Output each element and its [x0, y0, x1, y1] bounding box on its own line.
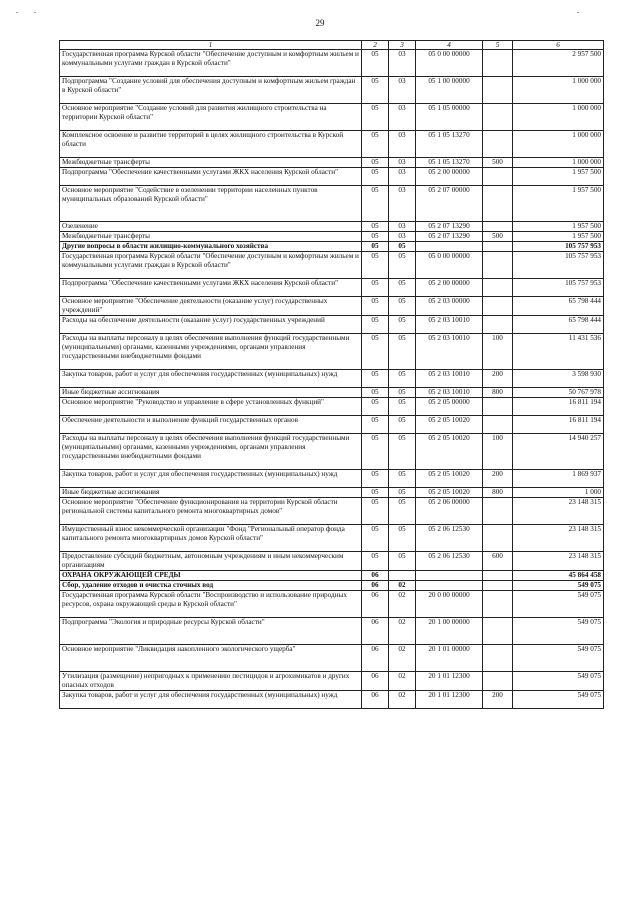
row-amount: 23 148 315 [513, 498, 604, 525]
row-expense-type [483, 398, 513, 416]
row-target-article: 05 2 07 00000 [416, 186, 483, 222]
table-row [60, 416, 604, 434]
row-subsection-code: 05 [389, 434, 416, 470]
row-amount: 50 767 978 [513, 388, 604, 398]
row-target-article: 20 1 00 00000 [416, 618, 483, 645]
row-section-code: 06 [362, 618, 389, 645]
row-target-article [416, 242, 483, 252]
row-name: Основное мероприятие "Ликвидация накопленного экологического ущерба" [60, 645, 362, 672]
row-subsection-code: 05 [389, 334, 416, 370]
table-row [60, 168, 604, 186]
row-expense-type [483, 252, 513, 279]
row-section-code: 05 [362, 252, 389, 279]
row-amount: 105 757 953 [513, 242, 604, 252]
row-expense-type [483, 50, 513, 77]
row-amount: 1 000 000 [513, 104, 604, 131]
row-expense-type [483, 498, 513, 525]
row-name: Основное мероприятие "Обеспечение функционирования на территории Курской области региональной системы капитального ремонта многоквартирных домов" [60, 498, 362, 525]
row-amount: 11 431 536 [513, 334, 604, 370]
row-amount: 1 000 000 [513, 77, 604, 104]
row-subsection-code: 02 [389, 672, 416, 691]
row-amount: 549 075 [513, 691, 604, 709]
row-subsection-code: 02 [389, 618, 416, 645]
row-target-article: 05 2 05 10020 [416, 470, 483, 488]
row-section-code: 06 [362, 645, 389, 672]
row-section-code: 05 [362, 168, 389, 186]
row-subsection-code: 05 [389, 416, 416, 434]
table-body [60, 50, 604, 709]
row-section-code: 05 [362, 131, 389, 158]
row-section-code: 06 [362, 691, 389, 709]
row-target-article: 20 1 01 12300 [416, 672, 483, 691]
row-name: Государственная программа Курской области "Воспроизводство и использование природных ресурсов, охрана окружающей среды в Курской области" [60, 591, 362, 618]
row-target-article: 05 2 00 00000 [416, 279, 483, 297]
row-subsection-code: 05 [389, 316, 416, 334]
row-amount: 549 075 [513, 581, 604, 591]
row-amount: 65 798 444 [513, 297, 604, 316]
table-row [60, 470, 604, 488]
row-target-article: 20 0 00 00000 [416, 591, 483, 618]
row-subsection-code: 03 [389, 77, 416, 104]
row-amount: 1 000 000 [513, 158, 604, 168]
column-header-target-article: 4 [416, 41, 483, 50]
row-expense-type [483, 186, 513, 222]
row-name: Межбюджетные трансферты [60, 232, 362, 242]
table-row [60, 581, 604, 591]
table-row [60, 316, 604, 334]
row-section-code: 05 [362, 222, 389, 232]
row-target-article: 05 2 05 10020 [416, 488, 483, 498]
row-section-code: 05 [362, 552, 389, 571]
row-target-article: 05 2 03 00000 [416, 297, 483, 316]
row-target-article: 05 0 00 00000 [416, 50, 483, 77]
row-target-article: 05 1 00 00000 [416, 77, 483, 104]
row-section-code: 05 [362, 434, 389, 470]
table-row [60, 571, 604, 581]
row-section-code: 06 [362, 571, 389, 581]
row-expense-type: 500 [483, 158, 513, 168]
table-row [60, 252, 604, 279]
table-row [60, 552, 604, 571]
row-subsection-code: 03 [389, 50, 416, 77]
table-row [60, 370, 604, 388]
row-amount: 16 811 194 [513, 398, 604, 416]
row-name: Подпрограмма "Обеспечение качественными услугами ЖКХ населения Курской области" [60, 279, 362, 297]
row-name: Утилизация (размещение) непригодных к применению пестицидов и агрохимикатов и других опасных отходов [60, 672, 362, 691]
row-amount: 23 148 315 [513, 552, 604, 571]
column-header-amount: 6 [513, 41, 604, 50]
row-name: Межбюджетные трансферты [60, 158, 362, 168]
row-section-code: 05 [362, 186, 389, 222]
row-amount: 45 864 458 [513, 571, 604, 581]
row-subsection-code: 03 [389, 232, 416, 242]
row-amount: 1 957 500 [513, 168, 604, 186]
table-row [60, 77, 604, 104]
row-amount: 549 075 [513, 591, 604, 618]
table-row [60, 104, 604, 131]
row-target-article: 05 2 06 00000 [416, 498, 483, 525]
row-expense-type: 800 [483, 388, 513, 398]
row-expense-type [483, 618, 513, 645]
row-subsection-code: 05 [389, 297, 416, 316]
row-subsection-code: 02 [389, 581, 416, 591]
row-section-code: 05 [362, 242, 389, 252]
table-row [60, 297, 604, 316]
row-expense-type [483, 131, 513, 158]
row-name: Комплексное освоение и развитие территорий в целях жилищного строительства в Курской области [60, 131, 362, 158]
row-name: Государственная программа Курской области "Обеспечение доступным и комфортным жильем и коммунальными услугами граждан в Курской области" [60, 252, 362, 279]
row-subsection-code: 05 [389, 252, 416, 279]
row-expense-type [483, 77, 513, 104]
row-target-article: 05 1 05 13270 [416, 131, 483, 158]
row-section-code: 05 [362, 297, 389, 316]
scan-speck [34, 12, 36, 13]
row-amount: 549 075 [513, 645, 604, 672]
row-amount: 105 757 953 [513, 279, 604, 297]
row-subsection-code: 02 [389, 591, 416, 618]
row-section-code: 05 [362, 50, 389, 77]
row-name: Основное мероприятие "Создание условий для развития жилищного строительства на территории Курской области" [60, 104, 362, 131]
row-expense-type [483, 591, 513, 618]
row-name: Предоставление субсидий бюджетным, автономным учреждениям и иным некоммерческим организациям [60, 552, 362, 571]
row-amount: 23 148 315 [513, 525, 604, 552]
row-expense-type [483, 581, 513, 591]
row-name: Обеспечение деятельности и выполнение функций государственных органов [60, 416, 362, 434]
row-name: Государственная программа Курской области "Обеспечение доступным и комфортным жильем и коммунальными услугами граждан в Курской области" [60, 50, 362, 77]
row-subsection-code: 02 [389, 691, 416, 709]
row-target-article: 05 2 05 10020 [416, 434, 483, 470]
row-expense-type [483, 571, 513, 581]
column-header-expense-type: 5 [483, 41, 513, 50]
row-amount: 2 957 500 [513, 50, 604, 77]
row-section-code: 05 [362, 279, 389, 297]
column-header-section: 2 [362, 41, 389, 50]
row-expense-type: 200 [483, 470, 513, 488]
row-section-code: 05 [362, 370, 389, 388]
page-number: 29 [315, 18, 325, 28]
table-row [60, 131, 604, 158]
row-name: Другие вопросы в области жилищно-коммунального хозяйства [60, 242, 362, 252]
table-row [60, 186, 604, 222]
table-row [60, 242, 604, 252]
row-expense-type: 800 [483, 488, 513, 498]
row-amount: 1 869 937 [513, 470, 604, 488]
row-expense-type [483, 525, 513, 552]
table-row [60, 618, 604, 645]
row-expense-type [483, 297, 513, 316]
row-section-code: 05 [362, 104, 389, 131]
row-section-code: 05 [362, 232, 389, 242]
scan-speck [16, 12, 18, 13]
table-row [60, 232, 604, 242]
row-target-article: 05 2 07 13290 [416, 222, 483, 232]
row-amount: 549 075 [513, 618, 604, 645]
row-expense-type: 600 [483, 552, 513, 571]
row-target-article: 05 2 07 13290 [416, 232, 483, 242]
row-name: Иные бюджетные ассигнования [60, 388, 362, 398]
table-row [60, 672, 604, 691]
row-subsection-code: 05 [389, 470, 416, 488]
row-name: Основное мероприятие "Содействие в озеленении территории населенных пунктов муниципальных образований Курской области" [60, 186, 362, 222]
row-name: Имущественный взнос некоммерческой организации "Фонд "Региональный оператор фонда капитального ремонта многоквартирных домов Курской области" [60, 525, 362, 552]
row-section-code: 05 [362, 388, 389, 398]
row-target-article [416, 581, 483, 591]
row-subsection-code: 05 [389, 488, 416, 498]
row-name: Сбор, удаление отходов и очистка сточных вод [60, 581, 362, 591]
row-section-code: 05 [362, 158, 389, 168]
row-section-code: 05 [362, 525, 389, 552]
column-header-name: 1 [60, 41, 362, 50]
budget-table [59, 40, 604, 709]
row-name: Закупка товаров, работ и услуг для обеспечения государственных (муниципальных) нужд [60, 370, 362, 388]
row-target-article: 05 2 05 10020 [416, 416, 483, 434]
scan-speck [577, 12, 579, 13]
row-name: Расходы на обеспечение деятельности (оказание услуг) государственных учреждений [60, 316, 362, 334]
row-name: Подпрограмма "Создание условий для обеспечения доступным и комфортным жильем граждан в Курской области" [60, 77, 362, 104]
row-amount: 1 000 [513, 488, 604, 498]
row-subsection-code: 03 [389, 222, 416, 232]
table-row [60, 691, 604, 709]
row-section-code: 05 [362, 334, 389, 370]
row-expense-type: 200 [483, 691, 513, 709]
row-expense-type: 100 [483, 434, 513, 470]
row-section-code: 06 [362, 581, 389, 591]
row-subsection-code: 05 [389, 242, 416, 252]
row-target-article: 05 1 05 13270 [416, 158, 483, 168]
row-subsection-code: 05 [389, 498, 416, 525]
row-subsection-code: 03 [389, 104, 416, 131]
row-subsection-code: 05 [389, 398, 416, 416]
row-target-article: 05 2 03 10010 [416, 388, 483, 398]
row-name: Подпрограмма "Обеспечение качественными услугами ЖКХ населения Курской области" [60, 168, 362, 186]
row-name: Основное мероприятие "Руководство и управление в сфере установленных функций" [60, 398, 362, 416]
row-amount: 65 798 444 [513, 316, 604, 334]
row-expense-type [483, 645, 513, 672]
row-expense-type: 100 [483, 334, 513, 370]
table-row [60, 591, 604, 618]
row-subsection-code: 05 [389, 552, 416, 571]
row-amount: 1 957 500 [513, 232, 604, 242]
row-target-article: 20 1 01 00000 [416, 645, 483, 672]
row-target-article: 05 2 00 00000 [416, 168, 483, 186]
table-row [60, 222, 604, 232]
table-row [60, 50, 604, 77]
row-name: Иные бюджетные ассигнования [60, 488, 362, 498]
row-name: Основное мероприятие "Обеспечение деятельности (оказание услуг) государственных учреждений" [60, 297, 362, 316]
row-section-code: 05 [362, 498, 389, 525]
row-amount: 1 957 500 [513, 186, 604, 222]
row-expense-type [483, 168, 513, 186]
row-subsection-code [389, 571, 416, 581]
row-subsection-code: 05 [389, 525, 416, 552]
row-subsection-code: 03 [389, 158, 416, 168]
row-target-article: 05 2 06 12530 [416, 552, 483, 571]
row-subsection-code: 03 [389, 131, 416, 158]
row-section-code: 05 [362, 316, 389, 334]
row-target-article: 05 0 00 00000 [416, 252, 483, 279]
row-subsection-code: 05 [389, 279, 416, 297]
table-row [60, 388, 604, 398]
row-amount: 3 598 930 [513, 370, 604, 388]
column-header-subsection: 3 [389, 41, 416, 50]
row-section-code: 05 [362, 398, 389, 416]
row-section-code: 06 [362, 672, 389, 691]
row-target-article: 05 2 06 12530 [416, 525, 483, 552]
row-amount: 1 957 500 [513, 222, 604, 232]
row-target-article: 05 2 03 10010 [416, 334, 483, 370]
table-row [60, 398, 604, 416]
row-expense-type [483, 279, 513, 297]
row-name: Подпрограмма "Экология и природные ресурсы Курской области" [60, 618, 362, 645]
table-row [60, 525, 604, 552]
row-amount: 14 940 257 [513, 434, 604, 470]
row-expense-type [483, 416, 513, 434]
row-subsection-code: 05 [389, 388, 416, 398]
row-expense-type [483, 242, 513, 252]
row-name: Озеленение [60, 222, 362, 232]
row-name: Закупка товаров, работ и услуг для обеспечения государственных (муниципальных) нужд [60, 470, 362, 488]
row-expense-type [483, 672, 513, 691]
row-section-code: 05 [362, 77, 389, 104]
row-name: ОХРАНА ОКРУЖАЮЩЕЙ СРЕДЫ [60, 571, 362, 581]
row-amount: 549 075 [513, 672, 604, 691]
table-row [60, 498, 604, 525]
row-section-code: 05 [362, 488, 389, 498]
row-target-article: 05 2 03 10010 [416, 316, 483, 334]
row-target-article: 20 1 01 12300 [416, 691, 483, 709]
row-section-code: 05 [362, 416, 389, 434]
row-name: Закупка товаров, работ и услуг для обеспечения государственных (муниципальных) нужд [60, 691, 362, 709]
row-name: Расходы на выплаты персоналу в целях обеспечения выполнения функций государственными (муниципальными) органами, казенными учреждениями, органами управления государственными внебюджетными фондами [60, 434, 362, 470]
row-name: Расходы на выплаты персоналу в целях обеспечения выполнения функций государственными (муниципальными) органами, казенными учреждениями, органами управления государственными внебюджетными фондами [60, 334, 362, 370]
row-target-article: 05 1 05 00000 [416, 104, 483, 131]
row-expense-type [483, 104, 513, 131]
row-subsection-code: 05 [389, 370, 416, 388]
table-row [60, 334, 604, 370]
row-target-article: 05 2 05 00000 [416, 398, 483, 416]
row-amount: 16 811 194 [513, 416, 604, 434]
row-expense-type: 500 [483, 232, 513, 242]
row-target-article [416, 571, 483, 581]
table-row [60, 645, 604, 672]
table-row [60, 279, 604, 297]
row-target-article: 05 2 03 10010 [416, 370, 483, 388]
row-subsection-code: 02 [389, 645, 416, 672]
row-section-code: 06 [362, 591, 389, 618]
row-amount: 105 757 953 [513, 252, 604, 279]
row-expense-type [483, 316, 513, 334]
row-subsection-code: 03 [389, 168, 416, 186]
row-subsection-code: 03 [389, 186, 416, 222]
row-section-code: 05 [362, 470, 389, 488]
row-expense-type [483, 222, 513, 232]
row-amount: 1 000 000 [513, 131, 604, 158]
table-row [60, 488, 604, 498]
column-number-row [60, 41, 604, 50]
row-expense-type: 200 [483, 370, 513, 388]
table-row [60, 158, 604, 168]
table-row [60, 434, 604, 470]
